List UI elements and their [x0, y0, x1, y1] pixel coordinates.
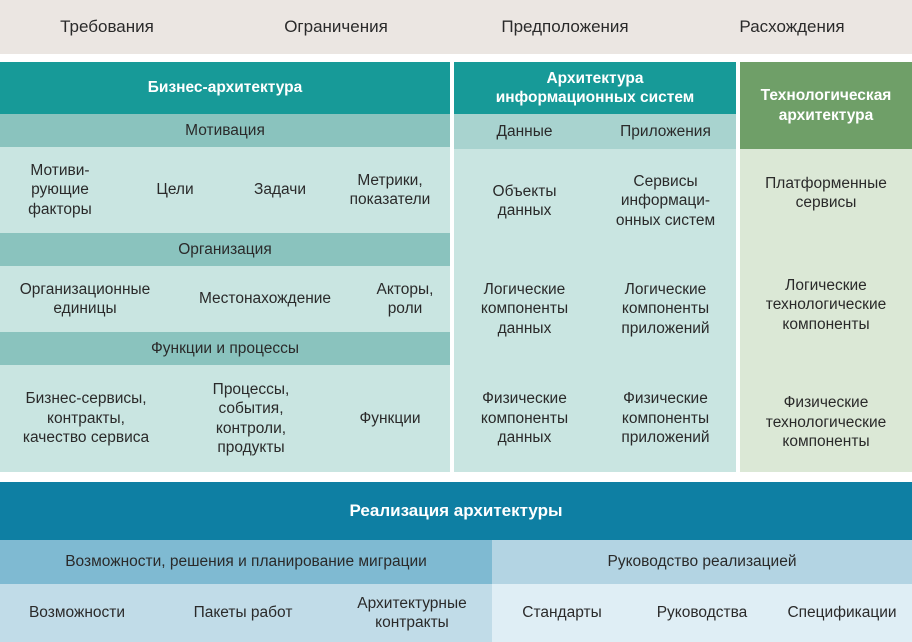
implementation-item: Спецификации [787, 604, 897, 622]
implementation-header: Руководство реализацией [492, 540, 912, 584]
migration-item: Пакеты работ [193, 604, 293, 622]
motivation-item: Метрики, показатели [349, 171, 431, 208]
motivation-band: Мотивация [0, 114, 450, 147]
information-systems-body [454, 149, 736, 472]
top-item-constraints: Ограничения [284, 17, 388, 36]
information-systems-subheader [454, 114, 736, 149]
data-item: Объекты данных [492, 182, 557, 219]
top-item-gaps: Расхождения [739, 17, 845, 36]
functions-item: Процессы, события, контроли, продукты [212, 380, 290, 456]
data-item: Физические компоненты данных [480, 390, 569, 447]
functions-item: Функции [359, 409, 421, 427]
applications-label: Приложения [620, 122, 711, 140]
motivation-item: Задачи [253, 181, 307, 199]
implementation-body [492, 584, 912, 642]
motivation-item: Мотиви- рующие факторы [28, 161, 92, 218]
application-item: Логические компоненты приложений [621, 280, 710, 337]
data-item: Логические компоненты данных [480, 280, 569, 337]
functions-item: Бизнес-сервисы, контракты, качество сервиса [22, 390, 150, 447]
technology-item: Логические технологические компоненты [765, 276, 887, 333]
top-item-requirements: Требования [60, 17, 154, 36]
top-item-assumptions: Предположения [501, 17, 629, 36]
information-systems-header: Архитектура информационных систем [454, 62, 736, 114]
organization-band: Организация [0, 233, 450, 266]
top-bar [0, 0, 912, 54]
application-item: Физические компоненты приложений [621, 390, 710, 447]
data-label: Данные [496, 122, 553, 140]
application-item: Сервисы информаци- онных систем [615, 172, 716, 229]
business-architecture-body [0, 114, 450, 472]
organization-item: Организационные единицы [19, 280, 151, 317]
technology-architecture-body [740, 149, 912, 472]
technology-item: Платформенные сервисы [765, 174, 887, 211]
migration-header: Возможности, решения и планирование миграции [0, 540, 492, 584]
organization-item: Местонахождение [198, 290, 332, 308]
technology-architecture-header: Технологическая архитектура [740, 62, 912, 149]
business-architecture-header: Бизнес-архитектура [0, 62, 450, 114]
migration-item: Возможности [28, 604, 126, 622]
migration-item: Архитектурные контракты [357, 594, 467, 631]
migration-body [0, 584, 492, 642]
implementation-item: Руководства [656, 604, 748, 622]
motivation-item: Цели [156, 181, 194, 199]
functions-band: Функции и процессы [0, 332, 450, 365]
technology-item: Физические технологические компоненты [765, 394, 887, 451]
implementation-item: Стандарты [522, 604, 602, 622]
realization-header: Реализация архитектуры [0, 482, 912, 540]
organization-item: Акторы, роли [376, 280, 434, 317]
